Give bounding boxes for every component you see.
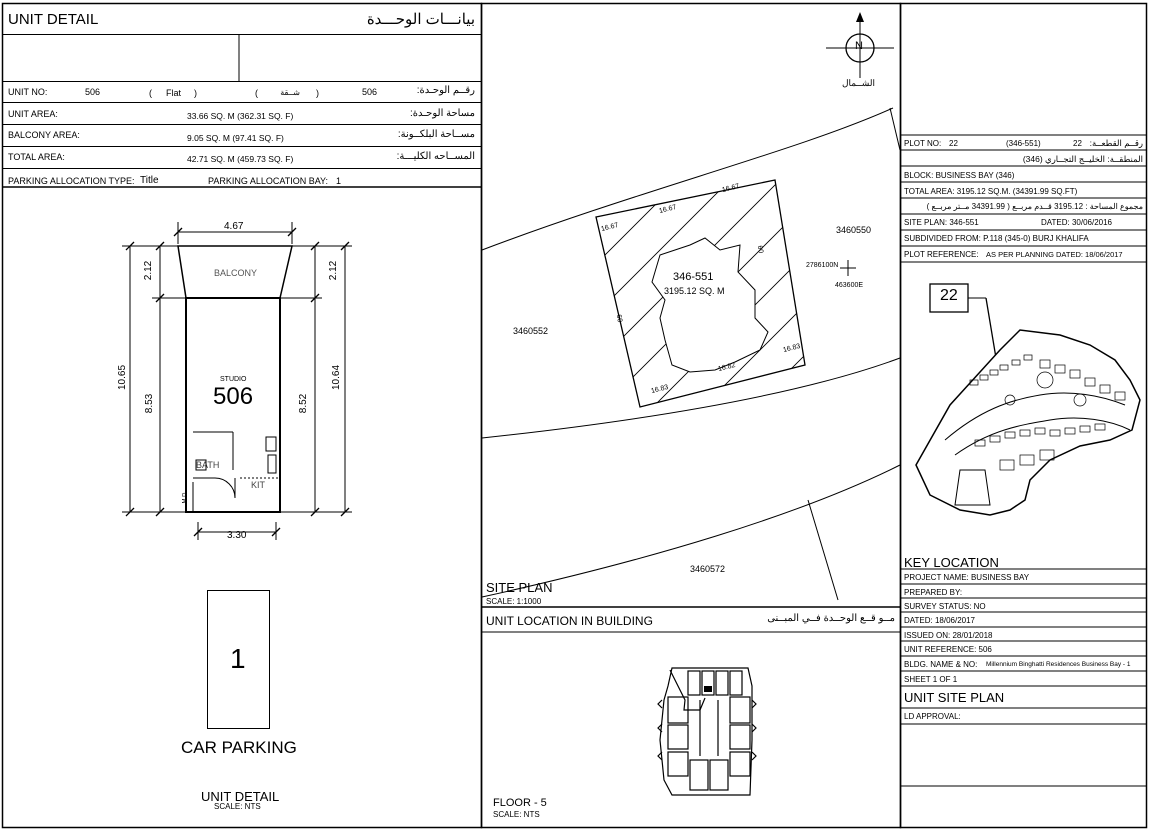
coord-n: 2786100N <box>806 262 839 269</box>
dim-label: 16.83 <box>650 383 670 396</box>
unit-area-label: UNIT AREA: <box>8 109 58 119</box>
plot-reference-label: PLOT REFERENCE: <box>904 250 979 259</box>
doc-title: UNIT SITE PLAN <box>904 690 1005 705</box>
balcony-area-value: 9.05 SQ. M (97.41 SQ. F) <box>187 133 284 143</box>
unit-type-open: ( <box>149 88 152 98</box>
parking-type-label: PARKING ALLOCATION TYPE: <box>8 176 135 186</box>
parking-type-value: Title <box>140 175 159 186</box>
md-label: M.D <box>182 492 189 504</box>
unit-no-label: UNIT NO: <box>8 87 48 97</box>
unit-area-value: 33.66 SQ. M (362.31 SQ. F) <box>187 111 294 121</box>
unit-location-scale: SCALE: NTS <box>493 810 540 819</box>
unit-no-label-ar: رقــم الوحـدة: <box>416 85 475 96</box>
unit-number: 506 <box>213 383 254 410</box>
car-parking-label: CAR PARKING <box>181 738 297 757</box>
parking-bay-box <box>207 590 270 729</box>
dim-label: 16.83 <box>782 342 802 355</box>
neighbor-left: 3460552 <box>513 326 549 336</box>
issued-on: ISSUED ON: 28/01/2018 <box>904 631 993 640</box>
dim-left-total: 10.65 <box>117 364 129 391</box>
plot-no-code: (346-551) <box>1006 139 1041 148</box>
plot-no-value-ar: 22 <box>1073 139 1082 148</box>
north-label-ar: الشــمال <box>841 78 875 88</box>
plot-no-value: 22 <box>949 139 958 148</box>
plot-total-area-ar: مجموع المساحة : 3195.12 قــدم مربــع ( 34391.99 مــتر مربــع ) <box>926 202 1143 211</box>
dim-right-unit: 8.52 <box>298 393 310 414</box>
dim-label: 16.82 <box>717 361 737 374</box>
studio-label: STUDIO <box>220 376 247 383</box>
bath-label: BATH <box>196 460 220 470</box>
unit-type-close: ) <box>194 88 197 98</box>
unit-detail-title-ar: بيانـــات الوحـــدة <box>366 11 475 28</box>
site-plan-title: SITE PLAN <box>486 580 553 595</box>
north-letter: N <box>855 40 863 52</box>
dated: DATED: 18/06/2017 <box>904 616 976 625</box>
unit-detail-title: UNIT DETAIL <box>8 11 99 28</box>
bldg-label: BLDG. NAME & NO: <box>904 660 978 669</box>
block: BLOCK: BUSINESS BAY (346) <box>904 171 1015 180</box>
dim-left-unit: 8.53 <box>144 393 156 414</box>
unit-no-value-ar: 506 <box>362 87 378 97</box>
balcony-area-label: BALCONY AREA: <box>8 130 80 140</box>
plot-reference-value: AS PER PLANNING DATED: 18/06/2017 <box>986 250 1123 259</box>
floor-label: FLOOR - 5 <box>493 797 547 809</box>
dim-left-balcony: 2.12 <box>143 260 155 281</box>
balcony-label: BALCONY <box>214 268 258 278</box>
survey-status: SURVEY STATUS: NO <box>904 602 986 611</box>
plot-area: 3195.12 SQ. M <box>664 286 725 296</box>
parking-bay-label: PARKING ALLOCATION BAY: <box>208 176 329 186</box>
neighbor-right: 3460550 <box>836 225 872 235</box>
parking-bay-value: 1 <box>336 176 342 186</box>
bldg-value: Millennium Binghatti Residences Business Bay - 1 <box>986 661 1131 668</box>
key-location-plot-tag: 22 <box>940 287 958 304</box>
unit-type-ar: شــقة <box>280 88 300 97</box>
site-plan-dated: DATED: 30/06/2016 <box>1041 218 1113 227</box>
unit-no-value: 506 <box>85 87 101 97</box>
balcony-area-label-ar: مســاحة البلكــونة: <box>397 129 475 140</box>
dim-top-width: 4.67 <box>224 221 244 232</box>
total-area-label: TOTAL AREA: <box>8 152 65 162</box>
neighbor-bottom: 3460572 <box>690 564 726 574</box>
floor-plan-scale: SCALE: NTS <box>214 802 261 811</box>
dim-label: 16.67 <box>600 221 620 234</box>
unit-reference: UNIT REFERENCE: 506 <box>904 645 992 654</box>
prepared-by: PREPARED BY: <box>904 588 963 597</box>
dim-label: 16.67 <box>721 182 741 195</box>
key-location-map <box>916 284 1140 515</box>
parking-bay-number: 1 <box>230 643 246 674</box>
site-plan-ref: SITE PLAN: 346-551 <box>904 218 979 227</box>
dim-label: 60 <box>755 245 765 254</box>
unit-area-label-ar: مساحة الوحـدة: <box>409 108 475 119</box>
kit-label: KIT <box>251 480 266 490</box>
dim-bottom-width: 3.30 <box>227 530 247 541</box>
dim-label: 60 <box>614 314 624 323</box>
area-ar: المنطقــة: الخليــج التجــاري (346) <box>1022 154 1143 164</box>
plot-total-area: TOTAL AREA: 3195.12 SQ.M. (34391.99 SQ.FT) <box>904 187 1078 196</box>
site-plan-scale: SCALE: 1:1000 <box>486 597 542 606</box>
unit-type-ar-open: ( <box>255 88 258 98</box>
total-area-value: 42.71 SQ. M (459.73 SQ. F) <box>187 154 294 164</box>
plot-no-label-ar: رقــم القطعــة: <box>1089 138 1143 148</box>
dim-right-balcony: 2.12 <box>328 260 340 281</box>
plot-label: 346-551 <box>673 271 714 283</box>
sheet-number: SHEET 1 OF 1 <box>904 675 958 684</box>
ld-approval: LD APPROVAL: <box>904 712 961 721</box>
unit-type: Flat <box>166 88 182 98</box>
key-location-title: KEY LOCATION <box>904 555 999 570</box>
unit-type-ar-close: ) <box>316 88 319 98</box>
unit-location-title-ar: مــو قــع الوحــدة فــي المبــنى <box>767 613 895 624</box>
total-area-label-ar: المســاحه الكليـــة: <box>396 151 475 162</box>
unit-location-title: UNIT LOCATION IN BUILDING <box>486 614 653 628</box>
project-name: PROJECT NAME: BUSINESS BAY <box>904 573 1030 582</box>
plot-no-label: PLOT NO: <box>904 139 942 148</box>
dim-right-total: 10.64 <box>331 364 343 391</box>
floor-plan-caption: UNIT DETAIL <box>201 789 280 804</box>
dim-label: 16.67 <box>658 203 678 216</box>
subdivided-from: SUBDIVIDED FROM: P.118 (345-0) BURJ KHALIFA <box>904 234 1089 243</box>
coord-e: 463600E <box>835 282 864 289</box>
